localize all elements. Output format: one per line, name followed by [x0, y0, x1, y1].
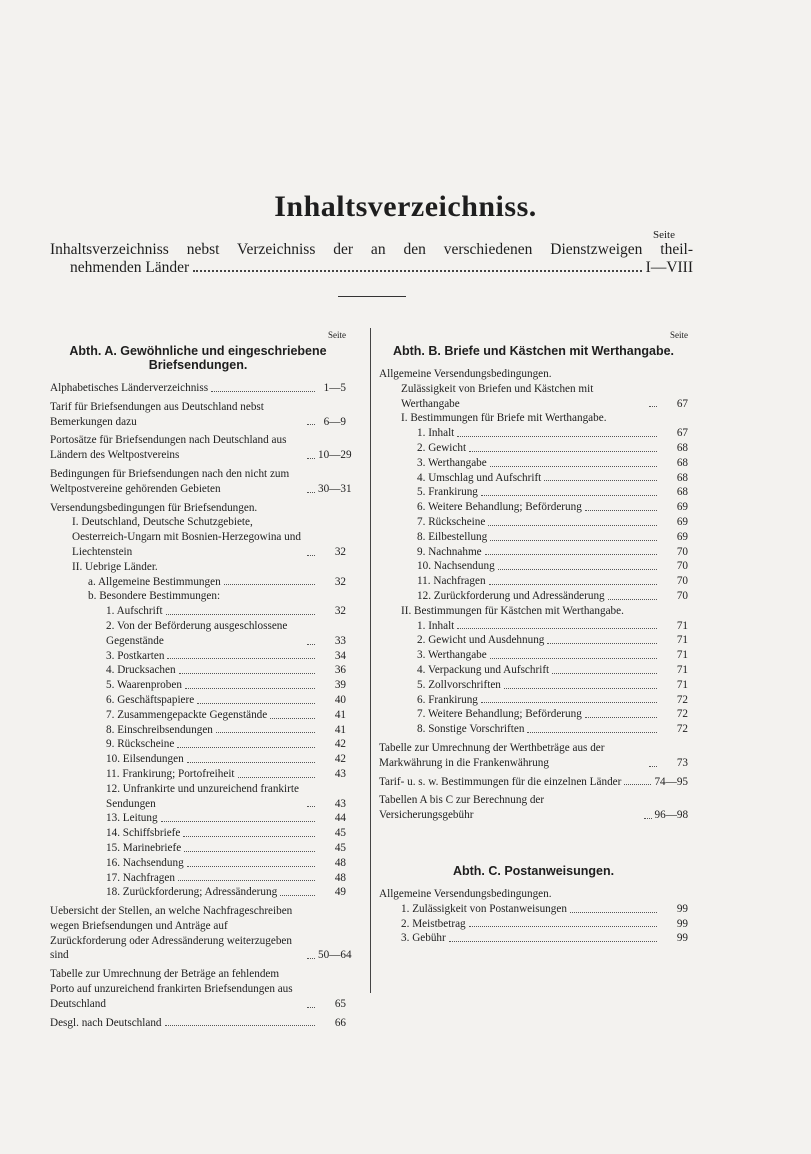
dot-leader: [184, 851, 315, 852]
dot-leader: [183, 836, 315, 837]
toc-entry-title: 11. Frankirung; Portofreiheit: [106, 767, 235, 780]
toc-entry: [50, 663, 346, 678]
dot-leader: [167, 658, 315, 659]
toc-entry-title: 9. Nachnahme: [417, 545, 482, 558]
toc-entry-title: Bedingungen für Briefsendungen nach den nicht zum Weltpostvereine gehörenden Gebieten: [50, 467, 290, 495]
toc-list-abth-b: [379, 367, 688, 823]
toc-entry-page: 69: [676, 501, 688, 514]
toc-entry-title: Alphabetisches Länderverzeichniss: [50, 382, 209, 394]
toc-entry: [379, 902, 688, 917]
toc-entry: [50, 871, 346, 886]
toc-entry-title: 11. Nachfragen: [417, 575, 486, 588]
toc-entry-title: 5. Waarenproben: [106, 679, 182, 692]
dot-leader: [644, 818, 652, 819]
toc-entry: [50, 811, 346, 826]
toc-entry-page: 43: [334, 797, 346, 810]
dot-leader: [307, 424, 315, 425]
toc-entry-page: 32: [334, 605, 346, 618]
toc-entry: [50, 433, 352, 463]
toc-entry-title: 4. Umschlag und Aufschrift: [417, 471, 542, 484]
toc-entry-page: 10—29: [318, 449, 352, 462]
toc-entry-title: Uebersicht der Stellen, an welche Nachfrageschreiben wegen Briefsendungen und Anträge auf Zurückforderung oder Adressänderung weiterzugeben sind: [50, 905, 293, 962]
dot-leader: [457, 628, 657, 629]
toc-entry-title: 5. Zollvorschriften: [417, 678, 501, 691]
toc-entry-title: 17. Nachfragen: [106, 871, 175, 884]
toc-entry: [50, 501, 346, 516]
dot-leader: [307, 644, 315, 645]
toc-entry-page: 70: [676, 575, 688, 588]
dot-leader: [280, 895, 315, 896]
toc-entry: [50, 619, 346, 649]
toc-entry: [379, 887, 688, 902]
left-seite-header: Seite: [328, 330, 346, 340]
toc-entry-page: 68: [676, 471, 688, 484]
dot-leader: [469, 451, 657, 452]
dot-leader: [649, 766, 657, 767]
toc-entry: [379, 589, 688, 604]
toc-entry-title: Portosätze für Briefsendungen nach Deutschland aus Ländern des Weltpostvereins: [50, 434, 287, 462]
toc-entry-title: Desgl. nach Deutschland: [50, 1016, 162, 1029]
toc-entry: [379, 485, 688, 500]
toc-entry: [379, 545, 688, 560]
toc-entry: [50, 841, 346, 856]
toc-entry-title: Tarif für Briefsendungen aus Deutschland nebst Bemerkungen dazu: [50, 400, 264, 428]
toc-entry: [379, 471, 688, 486]
section-heading-abth-c: Abth. C. Postanweisungen.: [452, 863, 615, 878]
dot-leader: [307, 458, 315, 459]
toc-entry-title: I. Bestimmungen für Briefe mit Werthangabe.: [401, 412, 607, 425]
dot-leader: [238, 777, 315, 778]
dot-leader: [165, 1025, 315, 1026]
toc-entry-title: 9. Rückscheine: [106, 738, 175, 751]
toc-entry: [50, 856, 346, 871]
toc-entry-title: b. Besondere Bestimmungen:: [88, 590, 221, 603]
toc-entry: [50, 752, 346, 767]
dot-leader: [179, 673, 315, 674]
intro-entry: [50, 241, 693, 277]
toc-entry-page: 66: [334, 1016, 346, 1029]
dot-leader: [449, 941, 657, 942]
toc-entry-title: 15. Marinebriefe: [106, 841, 182, 854]
dot-leader: [197, 703, 315, 704]
toc-entry-page: 39: [334, 679, 346, 692]
toc-entry: [50, 1016, 346, 1031]
toc-entry: [50, 967, 346, 1011]
toc-entry: [50, 782, 346, 812]
toc-entry-page: 41: [334, 708, 346, 721]
toc-entry-page: 68: [676, 456, 688, 469]
toc-entry-page: 42: [334, 753, 346, 766]
toc-entry-title: 4. Verpackung und Aufschrift: [417, 663, 550, 676]
dot-leader: [585, 717, 657, 718]
toc-entry-page: 71: [676, 663, 688, 676]
intro-line-2: [50, 259, 693, 277]
dot-leader: [624, 784, 651, 785]
toc-entry-title: Tabelle zur Umrechnung der Beträge an fehlendem Porto auf unzureichend frankirten Briefsendungen aus Deutschland: [50, 968, 293, 1010]
toc-entry-page: 96—98: [654, 809, 689, 822]
toc-entry-title: 6. Frankirung: [417, 693, 478, 706]
toc-entry-page: 68: [676, 486, 688, 499]
column-divider: [370, 328, 371, 993]
toc-entry-title: Versendungsbedingungen für Briefsendungen.: [50, 501, 258, 514]
toc-entry: [50, 560, 346, 575]
toc-entry-title: Tabellen A bis C zur Berechnung der Versicherungsgebühr: [379, 794, 545, 822]
section-heading-abth-b: Abth. B. Briefe und Kästchen mit Werthangabe.: [392, 344, 675, 358]
toc-entry-page: 70: [676, 589, 688, 602]
toc-entry-page: 71: [676, 649, 688, 662]
toc-entry-page: 99: [676, 917, 688, 930]
toc-entry: [379, 707, 688, 722]
toc-entry-page: 1—5: [323, 382, 346, 394]
toc-entry-page: 72: [676, 693, 688, 706]
dot-leader: [490, 466, 657, 467]
toc-entry-page: 74—95: [654, 775, 688, 788]
toc-entry-page: 40: [334, 693, 346, 706]
toc-list-abth-c: [379, 887, 688, 946]
dot-leader: [485, 554, 657, 555]
toc-entry-title: 8. Eilbestellung: [417, 530, 488, 543]
dot-leader: [193, 270, 641, 272]
toc-entry-title: 4. Drucksachen: [106, 664, 176, 677]
toc-entry-page: 68: [676, 441, 688, 454]
toc-entry-title: II. Bestimmungen für Kästchen mit Werthangabe.: [401, 604, 624, 617]
toc-entry: [50, 515, 346, 559]
dot-leader: [270, 718, 315, 719]
dot-leader: [161, 821, 315, 822]
dot-leader: [527, 732, 657, 733]
toc-entry: [50, 885, 346, 900]
toc-entry-title: I. Deutschland, Deutsche Schutzgebiete, Oesterreich-Ungarn mit Bosnien-Herzegowina und Liechtenstein: [72, 516, 301, 558]
toc-entry: [50, 737, 346, 752]
toc-entry: [50, 400, 346, 430]
dot-leader: [307, 958, 315, 959]
dot-leader: [649, 406, 657, 407]
toc-entry: [50, 723, 346, 738]
toc-entry-page: 72: [676, 723, 688, 736]
toc-entry-title: 5. Frankirung: [417, 486, 478, 499]
toc-entry-page: 44: [334, 812, 346, 825]
toc-entry-title: Tarif- u. s. w. Bestimmungen für die einzelnen Länder: [379, 775, 622, 788]
toc-entry-page: 99: [676, 902, 688, 915]
dot-leader: [552, 673, 657, 674]
toc-entry-title: 18. Zurückforderung; Adressänderung: [106, 886, 278, 899]
toc-entry-page: 43: [334, 767, 346, 780]
toc-entry-page: 30—31: [318, 482, 352, 495]
toc-entry: [379, 500, 688, 515]
toc-entry: [379, 775, 688, 790]
toc-entry-title: 16. Nachsendung: [106, 856, 184, 869]
toc-entry: [50, 678, 346, 693]
dot-leader: [469, 926, 657, 927]
dot-leader: [488, 525, 657, 526]
toc-entry-title: 3. Werthangabe: [417, 456, 487, 469]
dot-leader: [211, 391, 315, 392]
toc-entry-title: 1. Inhalt: [417, 619, 455, 632]
toc-entry: [50, 767, 346, 782]
toc-entry-page: 45: [334, 841, 346, 854]
toc-entry-page: 72: [676, 708, 688, 721]
toc-entry-title: 12. Zurückforderung und Adressänderung: [417, 589, 605, 602]
toc-entry-title: 1. Inhalt: [417, 427, 455, 440]
toc-entry: [379, 604, 688, 619]
toc-entry: [379, 678, 688, 693]
toc-entry-title: II. Uebrige Länder.: [72, 560, 158, 573]
dot-leader: [490, 658, 657, 659]
toc-entry: [379, 619, 688, 634]
dot-leader: [307, 1007, 315, 1008]
toc-entry: [50, 693, 346, 708]
toc-entry: [379, 722, 688, 737]
toc-entry: [50, 826, 346, 841]
toc-entry-title: 13. Leitung: [106, 812, 158, 825]
toc-entry: [379, 367, 688, 382]
toc-entry-page: 36: [334, 664, 346, 677]
intro-line-2-text: nehmenden Länder: [70, 259, 190, 276]
dot-leader: [166, 614, 315, 615]
toc-entry-page: 48: [334, 856, 346, 869]
left-column: [50, 330, 352, 1030]
toc-entry-page: 65: [334, 997, 346, 1010]
toc-entry-page: 48: [334, 871, 346, 884]
toc-entry-page: 6—9: [323, 415, 346, 428]
toc-entry: [379, 456, 688, 471]
toc-entry: [50, 381, 346, 396]
toc-list-abth-a: [50, 381, 352, 1030]
seite-header: Seite: [653, 229, 675, 241]
toc-entry-page: 45: [334, 827, 346, 840]
toc-entry-page: 34: [334, 649, 346, 662]
dot-leader: [187, 866, 315, 867]
toc-entry-title: 3. Gebühr: [401, 932, 446, 945]
dot-leader: [307, 806, 315, 807]
toc-entry: [50, 467, 352, 497]
dot-leader: [307, 555, 315, 556]
toc-entry: [379, 411, 688, 426]
toc-entry: [379, 559, 688, 574]
dot-leader: [570, 912, 657, 913]
toc-entry: [379, 648, 688, 663]
toc-entry-title: 2. Gewicht und Ausdehnung: [417, 634, 545, 647]
dot-leader: [185, 688, 315, 689]
toc-entry: [50, 708, 346, 723]
toc-entry-title: 8. Sonstige Vorschriften: [417, 723, 525, 736]
toc-entry: [379, 741, 688, 771]
right-column: [379, 330, 688, 946]
dot-leader: [216, 732, 315, 733]
toc-entry-title: 7. Weitere Behandlung; Beförderung: [417, 708, 582, 721]
toc-entry-page: 73: [676, 756, 688, 769]
toc-entry-title: 2. Meistbetrag: [401, 917, 466, 930]
toc-entry: [50, 604, 346, 619]
toc-entry: [379, 931, 688, 946]
toc-entry: [379, 633, 688, 648]
dot-leader: [481, 495, 657, 496]
toc-entry-page: 71: [676, 678, 688, 691]
dot-leader: [504, 688, 657, 689]
dot-leader: [224, 584, 315, 585]
dot-leader: [490, 540, 657, 541]
toc-entry-page: 69: [676, 530, 688, 543]
toc-entry-title: 8. Einschreibsendungen: [106, 723, 213, 736]
toc-entry-page: 71: [676, 634, 688, 647]
intro-line-1: Inhaltsverzeichniss nebst Verzeichniss der an den verschiedenen Dienstzweigen theil-: [50, 241, 693, 258]
toc-entry: [379, 793, 688, 823]
dot-leader: [187, 762, 315, 763]
dot-leader: [498, 569, 657, 570]
toc-entry-title: 2. Von der Beförderung ausgeschlossene Gegenstände: [106, 619, 288, 647]
toc-entry-page: 32: [334, 545, 346, 558]
toc-entry-title: 2. Gewicht: [417, 441, 467, 454]
toc-entry: [379, 530, 688, 545]
toc-entry-title: 12. Unfrankirte und unzureichend frankirte Sendungen: [106, 782, 299, 810]
toc-entry-page: 70: [676, 545, 688, 558]
toc-entry-title: Allgemeine Versendungsbedingungen.: [379, 368, 552, 380]
toc-entry-title: Zulässigkeit von Briefen und Kästchen mit Werthangabe: [401, 382, 594, 410]
toc-entry-page: 67: [676, 397, 688, 410]
toc-entry: [379, 382, 688, 412]
toc-entry-page: 32: [334, 575, 346, 588]
dot-leader: [547, 643, 657, 644]
dot-leader: [481, 702, 657, 703]
toc-entry-page: 33: [334, 634, 346, 647]
toc-entry-page: 99: [676, 932, 688, 945]
separator-rule: [338, 296, 406, 297]
toc-entry-page: 70: [676, 560, 688, 573]
toc-entry-title: 7. Rückscheine: [417, 515, 486, 528]
toc-entry: [379, 663, 688, 678]
toc-entry: [379, 917, 688, 932]
toc-entry-page: 67: [676, 427, 688, 440]
toc-entry: [50, 575, 346, 590]
toc-entry-title: 3. Postkarten: [106, 649, 165, 662]
section-heading-abth-a: Abth. A. Gewöhnliche und eingeschriebene Briefsendungen.: [69, 344, 327, 372]
toc-entry-title: 3. Werthangabe: [417, 649, 487, 662]
toc-entry-title: Allgemeine Versendungsbedingungen.: [379, 887, 552, 900]
toc-entry: [50, 904, 352, 963]
toc-entry-page: 49: [334, 886, 346, 899]
toc-entry-title: 6. Geschäftspapiere: [106, 693, 195, 706]
toc-entry: [379, 426, 688, 441]
toc-entry-page: 41: [334, 723, 346, 736]
toc-entry-title: 6. Weitere Behandlung; Beförderung: [417, 501, 582, 514]
dot-leader: [544, 480, 657, 481]
toc-entry-page: 69: [676, 515, 688, 528]
dot-leader: [457, 436, 657, 437]
dot-leader: [489, 584, 657, 585]
toc-entry-page: 42: [334, 738, 346, 751]
toc-entry-title: 1. Zulässigkeit von Postanweisungen: [401, 902, 567, 915]
toc-entry: [379, 574, 688, 589]
toc-entry-page: 50—64: [318, 949, 352, 962]
page-title: Inhaltsverzeichniss.: [274, 190, 537, 223]
toc-entry-title: 10. Nachsendung: [417, 560, 495, 573]
toc-entry-title: a. Allgemeine Bestimmungen: [88, 575, 221, 588]
toc-entry-title: 1. Aufschrift: [106, 605, 163, 618]
toc-entry-title: 10. Eilsendungen: [106, 753, 184, 766]
right-seite-header: Seite: [670, 330, 688, 340]
dot-leader: [585, 510, 657, 511]
dot-leader: [178, 880, 315, 881]
toc-entry-title: 14. Schiffsbriefe: [106, 827, 181, 840]
dot-leader: [177, 747, 315, 748]
toc-entry-page: 71: [676, 619, 688, 632]
toc-entry: [50, 649, 346, 664]
toc-entry-title: 7. Zusammengepackte Gegenstände: [106, 708, 268, 721]
toc-entry: [379, 693, 688, 708]
toc-entry-title: Tabelle zur Umrechnung der Werthbeträge aus der Markwährung in die Frankenwährung: [379, 741, 605, 769]
toc-entry: [379, 515, 688, 530]
dot-leader: [307, 492, 315, 493]
toc-entry: [379, 441, 688, 456]
toc-entry: [50, 589, 346, 604]
dot-leader: [608, 599, 657, 600]
intro-page-range: I—VIII: [645, 259, 693, 276]
